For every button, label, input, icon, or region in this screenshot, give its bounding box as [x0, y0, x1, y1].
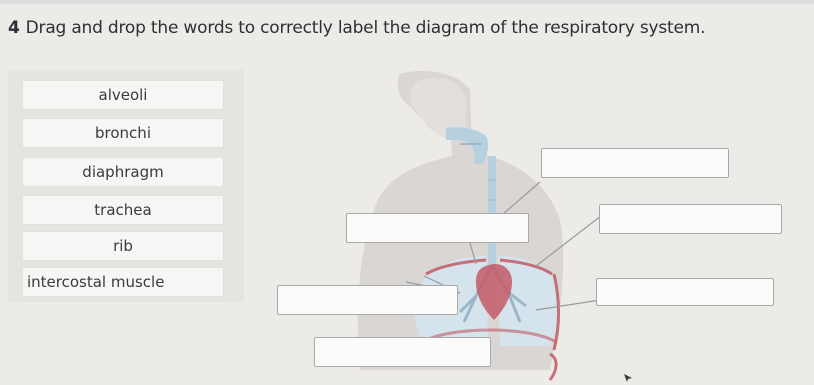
question-text: Drag and drop the words to correctly label the diagram of the respiratory system. — [25, 18, 706, 38]
word-tile-trachea[interactable]: trachea — [22, 195, 224, 225]
word-tile-rib[interactable]: rib — [22, 231, 224, 261]
word-bank — [8, 70, 244, 302]
drop-zone-5[interactable] — [277, 285, 458, 315]
trachea-shape — [488, 156, 496, 266]
word-tile-alveoli[interactable]: alveoli — [22, 80, 224, 110]
drop-zone-6[interactable] — [314, 337, 491, 367]
drop-zone-1[interactable] — [541, 148, 729, 178]
word-tile-intercostal-muscle[interactable]: intercostal muscle — [22, 267, 224, 297]
word-tile-diaphragm[interactable]: diaphragm — [22, 157, 224, 187]
mouse-cursor-icon — [624, 374, 632, 382]
drop-zone-4[interactable] — [596, 278, 774, 306]
top-divider — [0, 0, 814, 4]
drop-zone-2[interactable] — [599, 204, 782, 234]
question-number: 4 — [8, 18, 20, 38]
word-tile-bronchi[interactable]: bronchi — [22, 118, 224, 148]
question-prompt — [8, 18, 808, 38]
drop-zone-3[interactable] — [346, 213, 529, 243]
